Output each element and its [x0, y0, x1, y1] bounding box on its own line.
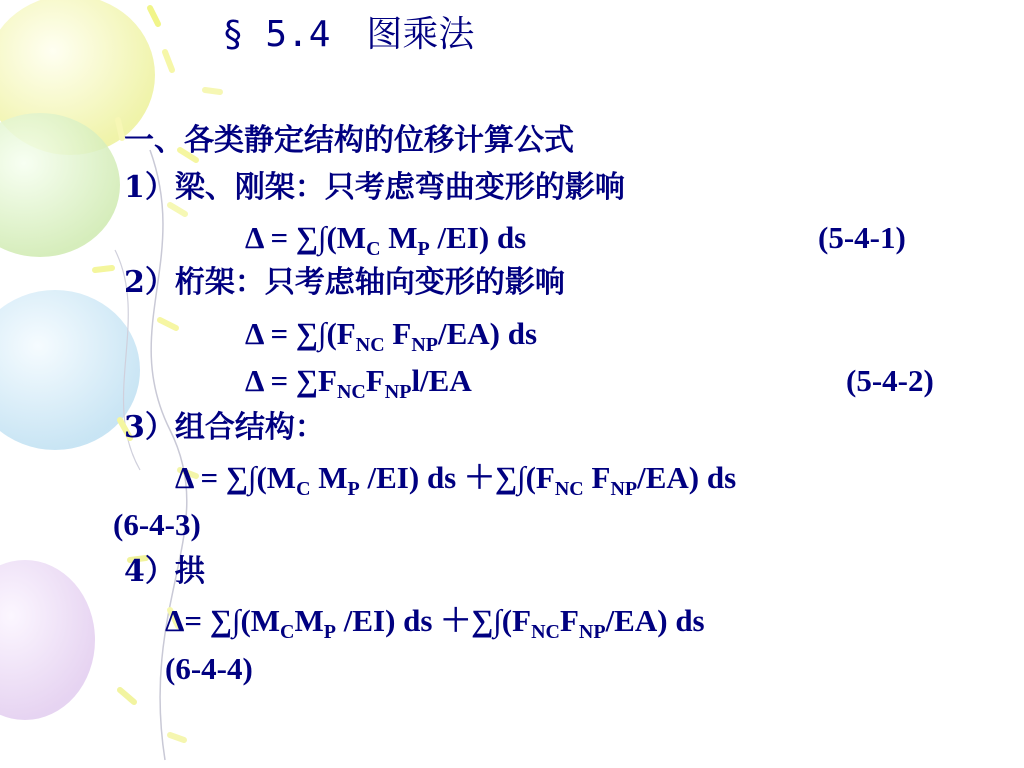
section-heading: 一、各类静定结构的位移计算公式: [124, 123, 574, 158]
item-label-beam-frame: 1）梁、刚架：只考虑弯曲变形的影响: [124, 170, 625, 205]
formula-6-4-4: $\Delta= \sum\int(M_CM_P$ /EI) ds $+\sum\int(F_{NC}F_{NP}/EA)$ ds: [165, 603, 705, 643]
page-title: § 5.4 图乘法: [222, 14, 475, 55]
balloon-blue: [0, 290, 140, 450]
equation-number: (5-4-2): [846, 363, 934, 398]
formula-5-4-1: $\Delta = \sum\int(M_C$ $M_P$ /EI) ds: [245, 220, 527, 260]
item-label-arch: 4）拱: [124, 554, 205, 589]
equation-number: (6-4-4): [165, 651, 253, 686]
formula-6-4-3: $\Delta = \sum\int(M_C$ $M_P$ /EI) ds $+\sum\int(F_{NC}$ $F_{NP}/EA$) ds: [175, 460, 737, 500]
formula-truss-integral: $\Delta = \sum\int(F_{NC}$ $F_{NP}/EA$) ds: [245, 316, 538, 356]
equation-number: (5-4-1): [818, 220, 906, 255]
item-label-truss: 2）桁架：只考虑轴向变形的影响: [124, 265, 565, 300]
item-label-composite: 3）组合结构：: [124, 410, 325, 445]
formula-5-4-2: $\Delta = \sum F_{NC}F_{NP}l/EA$: [245, 363, 472, 403]
balloon-purple: [0, 560, 95, 720]
equation-number: (6-4-3): [113, 507, 201, 542]
